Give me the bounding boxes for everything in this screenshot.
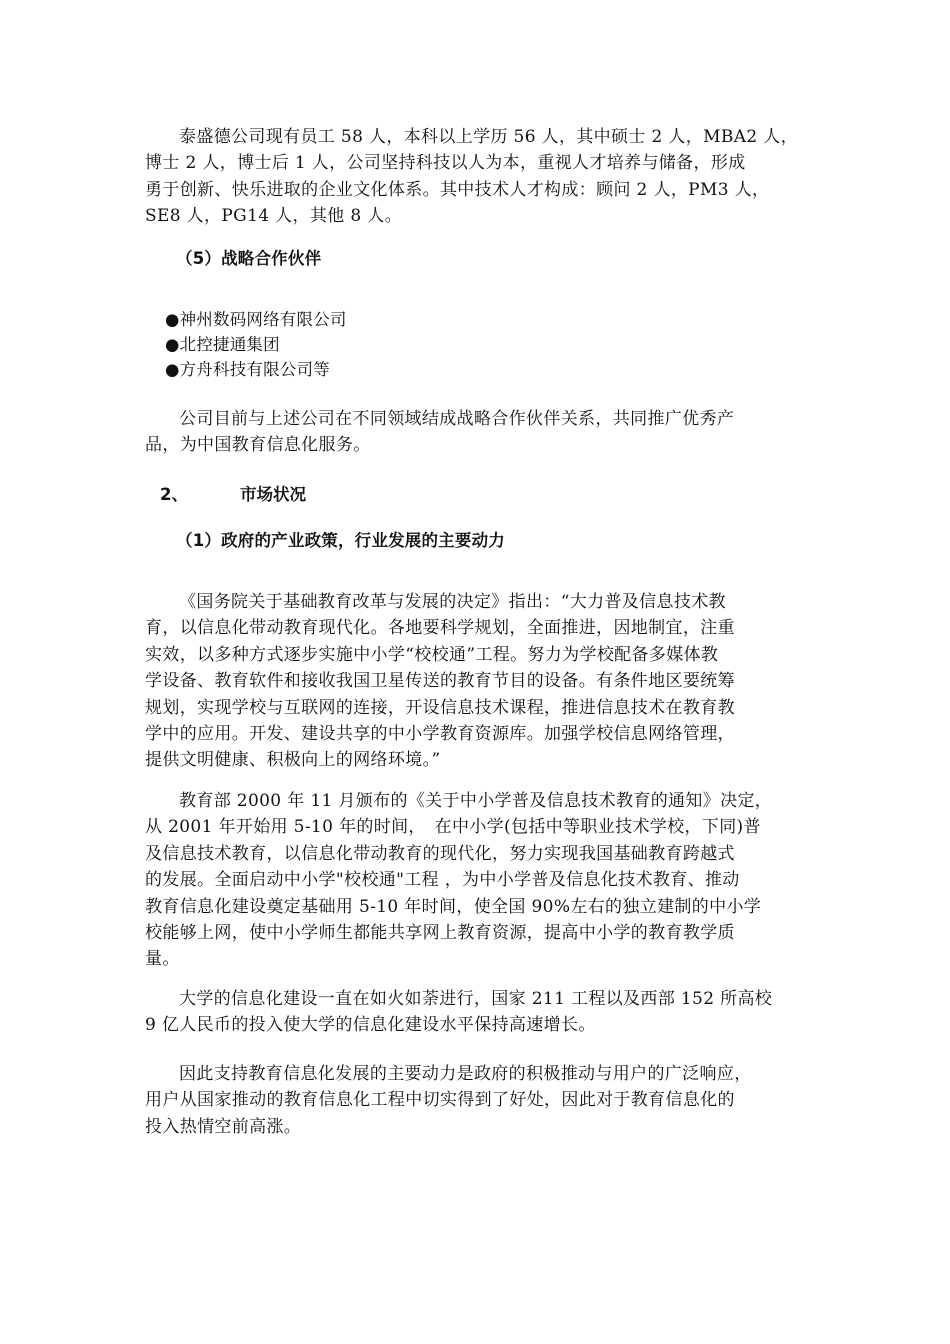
paragraph-line: 的发展。全面启动中小学"校校通"工程 ，为中小学普及信息化技术教育、推动 [145, 870, 740, 891]
paragraph-line: 规划，实现学校与互联网的连接，开设信息技术课程，推进信息技术在教育教 [145, 697, 735, 718]
list-item: ●北控捷通集团 [165, 335, 280, 354]
paragraph-line: 9 亿人民币的投入使大学的信息化建设水平保持高速增长。 [145, 1015, 596, 1036]
paragraph-line: 品，为中国教育信息化服务。 [145, 435, 371, 456]
paragraph-line: 提供文明健康、积极向上的网络环境。” [145, 750, 441, 771]
heading-government-policy: （1）政府的产业政策，行业发展的主要动力 [176, 531, 505, 550]
paragraph-staff [145, 124, 815, 230]
section-number: 2、 [160, 485, 188, 504]
paragraph-conclusion [145, 1061, 815, 1140]
paragraph-line: 学设备、教育软件和接收我国卫星传送的教育节目的设备。有条件地区要统筹 [145, 671, 735, 692]
paragraph-line: 学中的应用。开发、建设共享的中小学教育资源库。加强学校信息网络管理， [145, 724, 735, 745]
paragraph-line: 从 2001 年开始用 5-10 年的时间， 在中小学(包括中等职业技术学校，下同)普 [145, 817, 761, 838]
paragraph-line: 量。 [145, 949, 180, 970]
paragraph-university [145, 986, 815, 1039]
paragraph-state-council [145, 589, 815, 774]
paragraph-line: 大学的信息化建设一直在如火如荼进行，国家 211 工程以及西部 152 所高校 [179, 989, 773, 1009]
paragraph-line: 因此支持教育信息化发展的主要动力是政府的积极推动与用户的广泛响应， [179, 1064, 752, 1084]
paragraph-line: 教育部 2000 年 11 月颁布的《关于中小学普及信息技术教育的通知》决定， [179, 791, 773, 811]
paragraph-line: 公司目前与上述公司在不同领域结成战略合作伙伴关系，共同推广优秀产 [179, 409, 735, 429]
paragraph-line: 《国务院关于基础教育改革与发展的决定》指出：“大力普及信息技术教 [179, 592, 726, 612]
paragraph-line: 校能够上网，使中小学师生都能共享网上教育资源，提高中小学的教育教学质 [145, 923, 735, 944]
paragraph-line: 投入热情空前高涨。 [145, 1116, 302, 1137]
paragraph-line: 及信息技术教育，以信息化带动教育的现代化，努力实现我国基础教育跨越式 [145, 843, 735, 864]
partner-list [165, 307, 565, 382]
list-item: ●神州数码网络有限公司 [165, 310, 347, 329]
paragraph-ministry [145, 788, 815, 973]
paragraph-line: 泰盛德公司现有员工 58 人，本科以上学历 56 人，其中硕士 2 人，MBA2 人， [179, 127, 798, 147]
paragraph-line: 实效，以多种方式逐步实施中小学“校校通”工程。努力为学校配备多媒体教 [145, 644, 719, 665]
list-item: ●方舟科技有限公司等 [165, 360, 330, 379]
heading-strategic-partners: （5）战略合作伙伴 [176, 249, 322, 268]
paragraph-line: 用户从国家推动的教育信息化工程中切实得到了好处，因此对于教育信息化的 [145, 1090, 735, 1111]
section-heading-market [160, 482, 460, 508]
paragraph-partners [145, 406, 815, 459]
paragraph-line: SE8 人，PG14 人，其他 8 人。 [145, 206, 402, 227]
paragraph-line: 教育信息化建设奠定基础用 5-10 年时间，使全国 90%左右的独立建制的中小学 [145, 896, 762, 917]
paragraph-line: 勇于创新、快乐进取的企业文化体系。其中技术人才构成：顾问 2 人，PM3 人， [145, 179, 770, 200]
section-title: 市场状况 [240, 485, 306, 504]
paragraph-line: 博士 2 人，博士后 1 人，公司坚持科技以人为本，重视人才培养与储备，形成 [145, 153, 746, 174]
paragraph-line: 育，以信息化带动教育现代化。各地要科学规划，全面推进，因地制宜，注重 [145, 618, 735, 639]
